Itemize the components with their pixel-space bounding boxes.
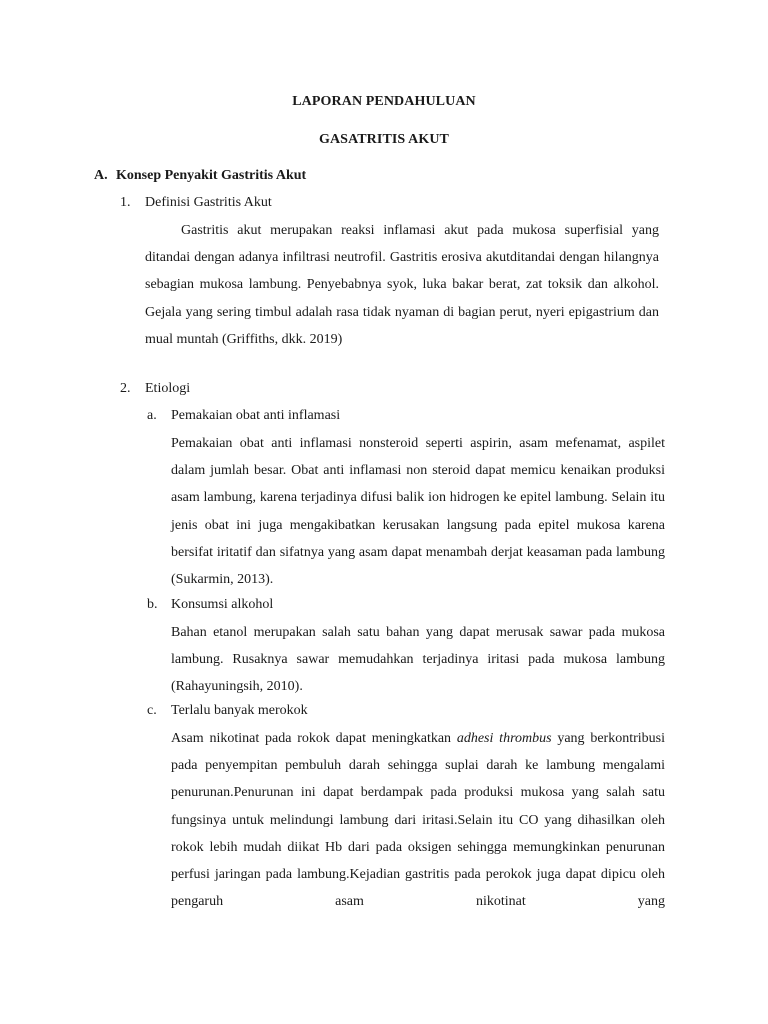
item-1-heading xyxy=(120,195,272,211)
sub-a-paragraph: Pemakaian obat anti inflamasi nonsteroid seperti aspirin, asam mefenamat, aspilet dalam jumlah besar. Obat anti inflamasi non steroid dapat memicu kenaikan produksi asam lambung, karena terjadinya difusi balik ion hidrogen ke epitel lambung. Selain itu jenis obat ini juga mengakibatkan kerusakan langsung pada epitel mukosa karena bersifat iritatif dan sifatnya yang asam dapat menambah derjat keasaman pada lambung (Sukarmin, 2013). xyxy=(171,436,665,588)
sub-b-paragraph: Bahan etanol merupakan salah satu bahan yang dapat merusak sawar pada mukosa lambung. Rusaknya sawar memudahkan terjadinya iritasi pada mukosa lambung (Rahayuningsih, 2010). xyxy=(171,625,665,695)
sub-b-label: b. xyxy=(147,597,158,612)
section-a-label: A. xyxy=(94,168,108,183)
sub-c-title: Terlalu banyak merokok xyxy=(171,703,308,718)
item-2-number: 2. xyxy=(120,381,131,396)
item-1-paragraph: Gastritis akut merupakan reaksi inflamasi akut pada mukosa superfisial yang ditandai dengan adanya infiltrasi neutrofil. Gastritis erosiva akutditandai dengan hilangnya sebagian mukosa lambung. Penyebabnya syok, luka bakar berat, zat toksik dan alkohol. Gejala yang sering timbul adalah rasa tidak nyaman di bagian perut, nyeri epigastrium dan mual muntah (Griffiths, dkk. 2019) xyxy=(145,223,659,347)
sub-c-text-after: yang berkontribusi pada penyempitan pembuluh darah sehingga suplai darah ke lambung mengalami penurunan.Penurunan ini dapat berdampak pada produksi mukosa yang salah satu fungsinya untuk melindungi lambung dari iritasi.Selain itu CO yang dihasilkan oleh rokok lebih mudah diikat Hb dari pada oksigen sehingga memungkinkan penurunan perfusi jaringan pada lambung.Kejadian gastritis pada perokok juga dapat dipicu oleh pengaruh asam nikotinat yang xyxy=(171,731,665,910)
section-a-heading xyxy=(94,168,306,184)
item-2-heading xyxy=(120,381,190,397)
item-1-title: Definisi Gastritis Akut xyxy=(145,195,272,210)
sub-a-label: a. xyxy=(147,408,157,423)
sub-c-text-before: Asam nikotinat pada rokok dapat meningkatkan xyxy=(171,731,457,746)
sub-a-title: Pemakaian obat anti inflamasi xyxy=(171,408,341,423)
sub-a-heading xyxy=(147,408,340,424)
sub-b-heading xyxy=(147,597,273,613)
sub-c-paragraph xyxy=(171,725,665,915)
item-1-number: 1. xyxy=(120,195,131,210)
sub-c-italic-term: adhesi thrombus xyxy=(456,731,552,746)
section-a-title: Konsep Penyakit Gastritis Akut xyxy=(116,168,307,183)
item-2-title: Etiologi xyxy=(145,381,191,396)
document-title: LAPORAN PENDAHULUAN xyxy=(292,94,476,109)
sub-c-label: c. xyxy=(147,703,157,718)
document-subtitle: GASATRITIS AKUT xyxy=(318,132,449,147)
sub-b-title: Konsumsi alkohol xyxy=(171,597,274,612)
sub-c-heading xyxy=(147,703,308,719)
